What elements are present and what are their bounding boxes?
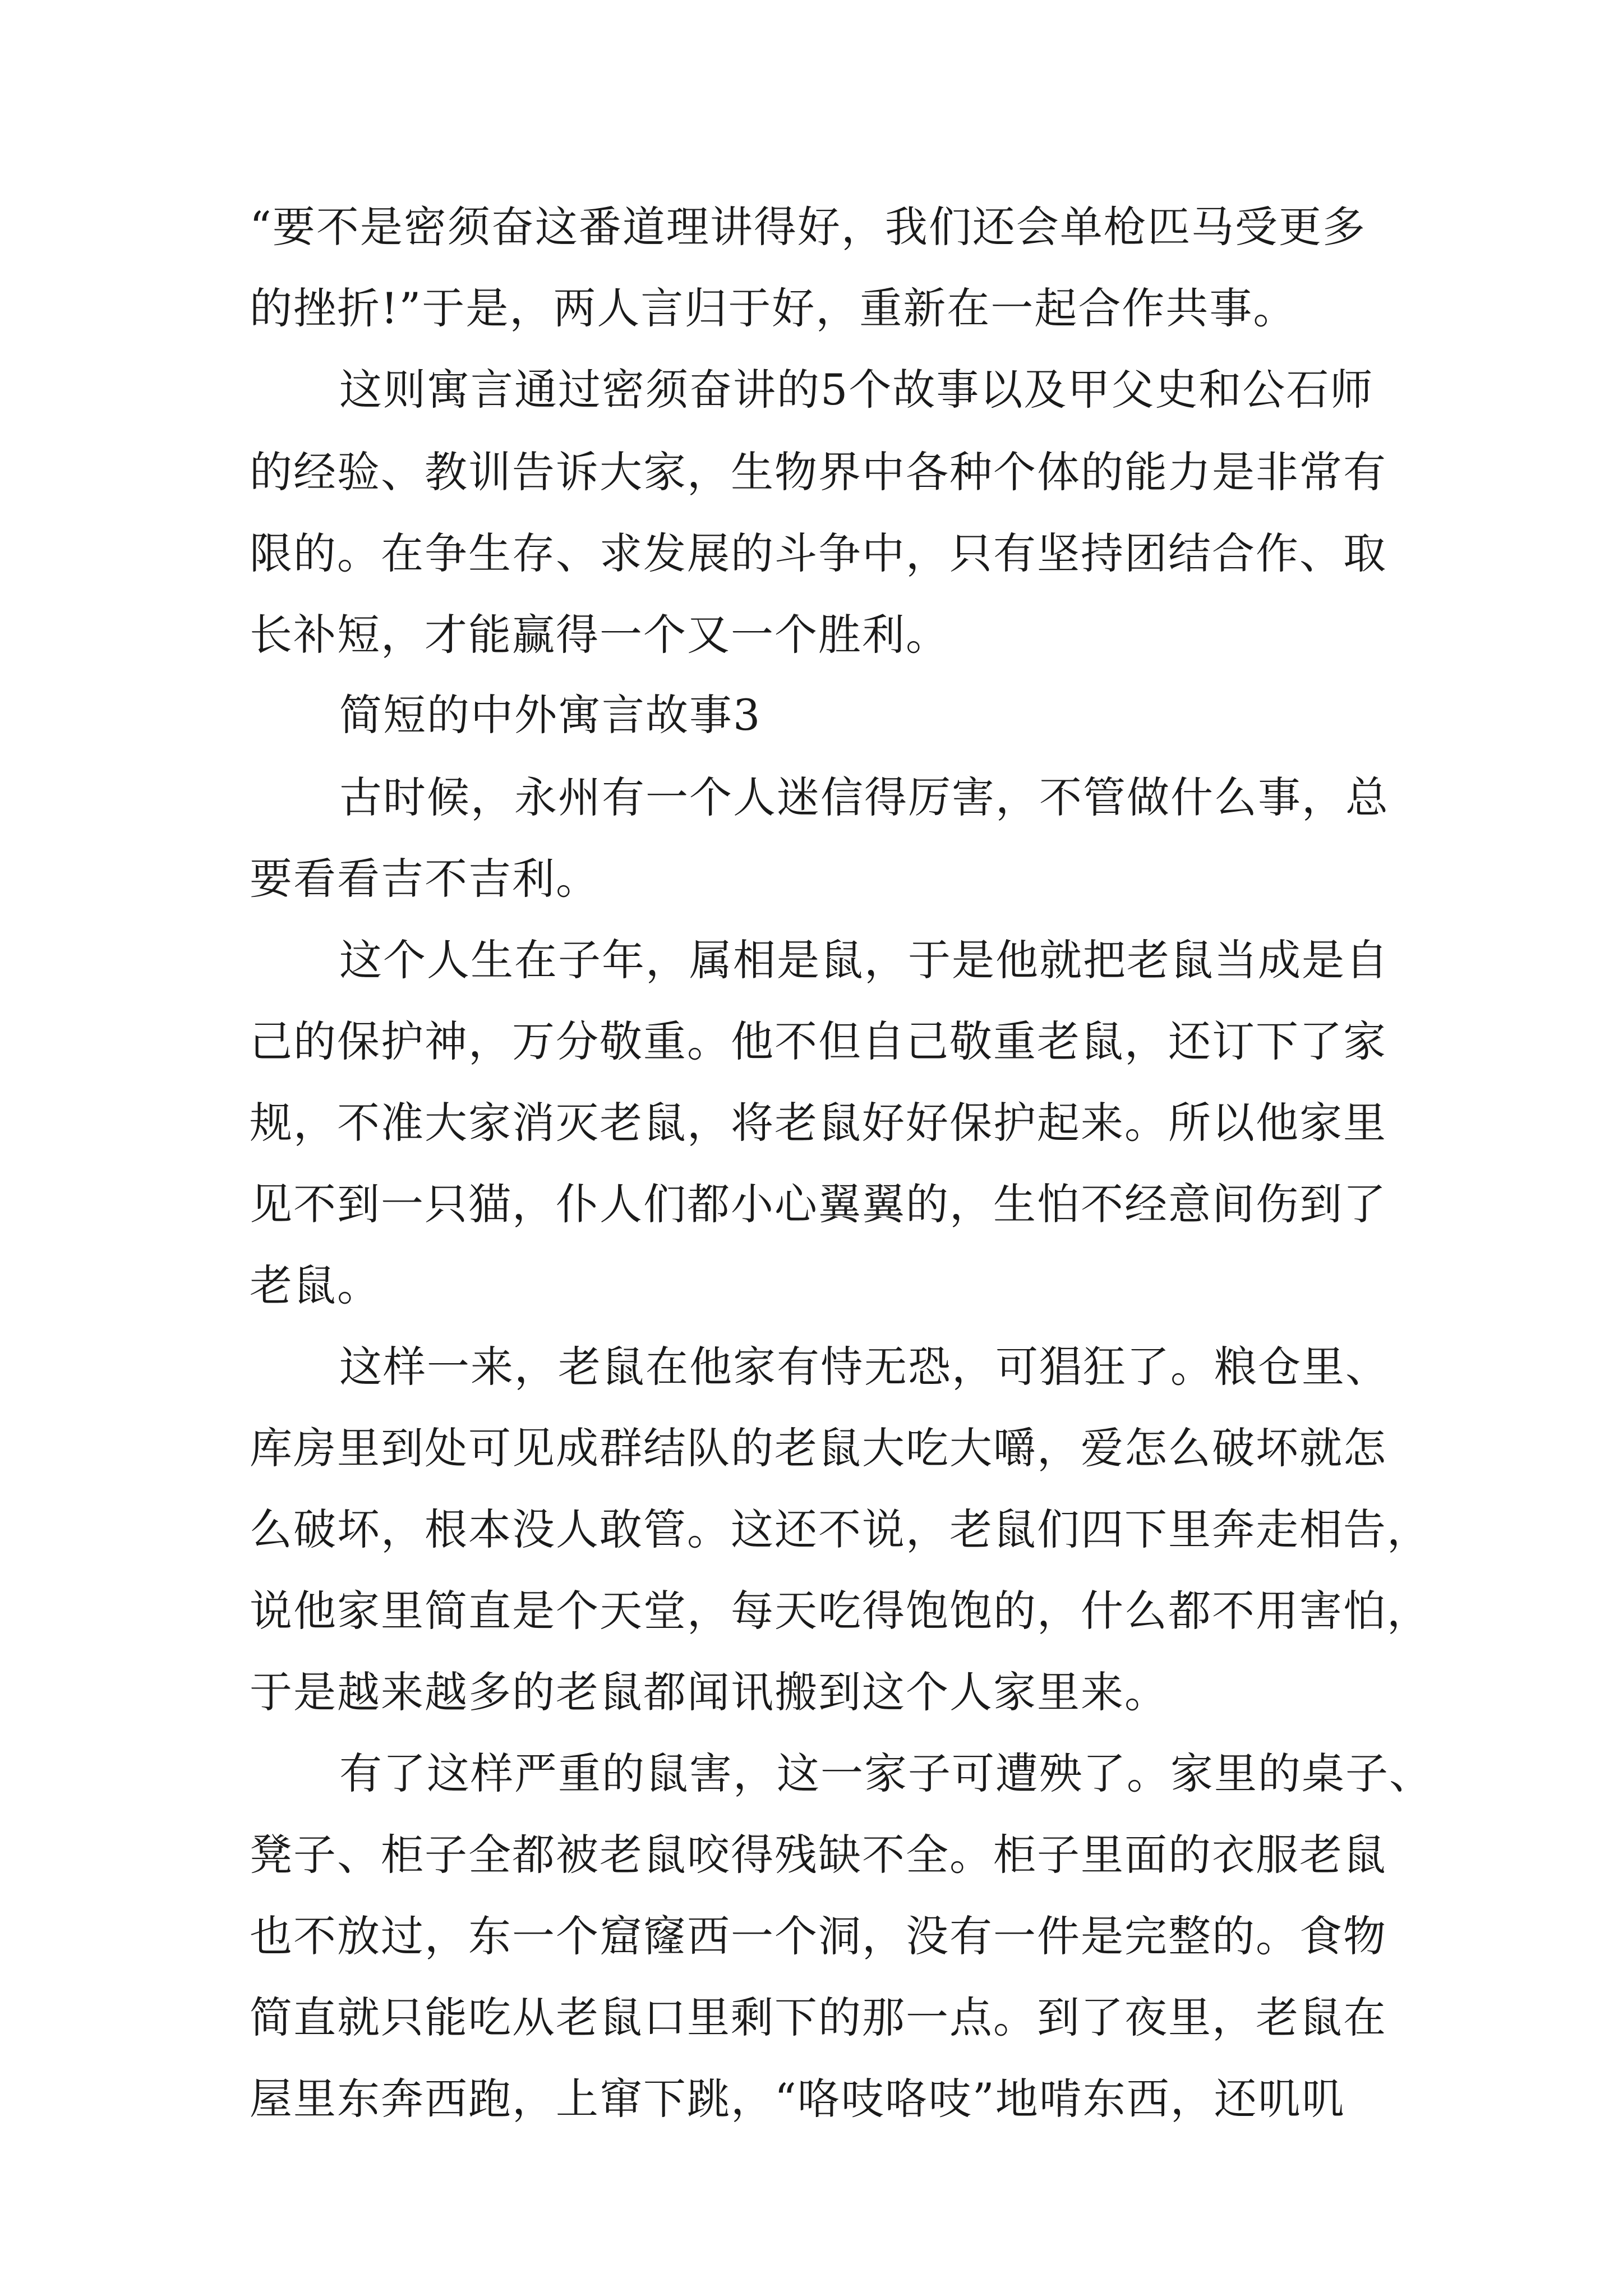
- text-line: 这个人生在子年，属相是鼠，于是他就把老鼠当成是自: [339, 935, 1389, 985]
- text-line: 说他家里简直是个天堂，每天吃得饱饱的，什么都不用害怕，: [250, 1586, 1431, 1636]
- text-line: 库房里到处可见成群结队的老鼠大吃大嚼，爱怎么破坏就怎: [250, 1423, 1387, 1473]
- text-line: 要看看吉不吉利。: [250, 854, 600, 904]
- text-line: 这则寓言通过密须奋讲的5个故事以及甲父史和公石师: [339, 365, 1374, 415]
- text-line: 长补短，才能赢得一个又一个胜利。: [250, 610, 949, 660]
- text-line: 这样一来，老鼠在他家有恃无恐，可猖狂了。粮仓里、: [339, 1342, 1389, 1392]
- text-line: 己的保护神，万分敬重。他不但自己敬重老鼠，还订下了家: [250, 1016, 1387, 1066]
- section-heading: 简短的中外寓言故事3: [339, 690, 762, 740]
- text-line: 规，不准大家消灭老鼠，将老鼠好好保护起来。所以他家里: [250, 1098, 1387, 1148]
- text-line: 凳子、柜子全都被老鼠咬得残缺不全。柜子里面的衣服老鼠: [250, 1830, 1387, 1880]
- text-line: 限的。在争生存、求发展的斗争中，只有坚持团结合作、取: [250, 528, 1387, 578]
- text-line: 屋里东奔西跑，上窜下跳，“咯吱咯吱”地啃东西，还叽叽: [250, 2074, 1345, 2124]
- text-line: 于是越来越多的老鼠都闻讯搬到这个人家里来。: [250, 1667, 1168, 1717]
- text-line: 简直就只能吃从老鼠口里剩下的那一点。到了夜里，老鼠在: [250, 1993, 1387, 2042]
- text-line: 老鼠。: [250, 1260, 381, 1310]
- text-line: 的挫折!”于是，两人言归于好，重新在一起合作共事。: [250, 283, 1297, 333]
- text-line: 有了这样严重的鼠害，这一家子可遭殃了。家里的桌子、: [339, 1749, 1433, 1798]
- text-line: 的经验、教训告诉大家，生物界中各种个体的能力是非常有: [250, 447, 1387, 497]
- text-line: “要不是密须奋这番道理讲得好，我们还会单枪匹马受更多: [250, 202, 1366, 252]
- text-line: 也不放过，东一个窟窿西一个洞，没有一件是完整的。食物: [250, 1911, 1387, 1961]
- text-line: 见不到一只猫，仆人们都小心翼翼的，生怕不经意间伤到了: [250, 1179, 1387, 1229]
- text-line: 么破坏，根本没人敢管。这还不说，老鼠们四下里奔走相告，: [250, 1504, 1431, 1554]
- text-line: 古时候，永州有一个人迷信得厉害，不管做什么事，总: [339, 772, 1389, 822]
